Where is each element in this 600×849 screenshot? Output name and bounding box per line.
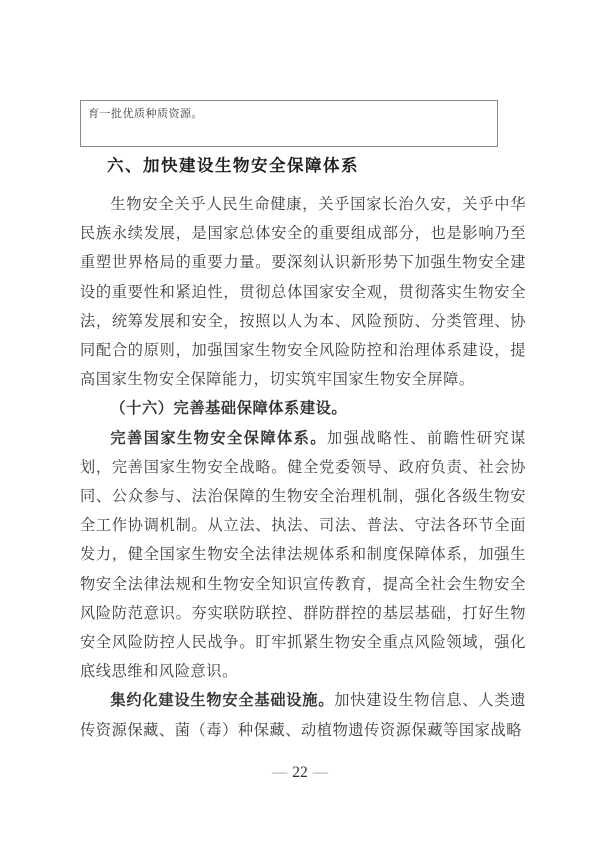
paragraph-subhead: [80, 394, 526, 423]
paragraph-text: 加快建设生物信息、人类遗传资源保藏、菌（毒）种保藏、动植物遗传资源保藏等国家战略: [80, 692, 527, 739]
paragraph-lead: 完善国家生物安全保障体系。: [110, 429, 327, 447]
paragraph-text: 加强战略性、前瞻性研究谋划，完善国家生物安全战略。健全党委领导、政府负责、社会协同、公众参与、法治保障的生物安全治理机制，强化各级生物安全工作协调机制。从立法、执法、司法、普法、守法各环节全面发力，健全国家生物安全法律法规体系和制度保障体系，加强生物安全法律法规和生物安全知识宣传教育，提高全社会生物安全风险防范意识。夯实联防联控、群防群控的基层基础，打好生物安全风险防控人民战争。盯牢抓紧生物安全重点风险领域，强化底线思维和风险意识。: [80, 429, 526, 681]
footer-dash-right: —: [312, 764, 329, 781]
footer-dash-left: —: [271, 764, 288, 781]
section-heading: 六、加快建设生物安全保障体系: [107, 157, 359, 175]
paragraph-lead: 集约化建设生物安全基础设施。: [110, 692, 335, 710]
paragraph-lead: （十六）完善基础保障体系建设。: [110, 400, 348, 418]
paragraph: [80, 190, 526, 394]
paragraph: [80, 686, 526, 744]
paragraph: [80, 424, 526, 687]
page-footer: [0, 762, 600, 784]
callout-text: 育一批优质种质资源。: [88, 108, 203, 120]
body-text-block: [80, 190, 526, 745]
paragraph-text: 生物安全关乎人民生命健康，关乎国家长治久安，关乎中华民族永续发展，是国家总体安全的重要组成部分，也是影响乃至重塑世界格局的重要力量。要深刻认识新形势下加强生物安全建设的重要性和紧迫性，贯彻总体国家安全观，贯彻落实生物安全法，统筹发展和安全，按照以人为本、风险预防、分类管理、协同配合的原则，加强国家生物安全风险防控和治理体系建设，提高国家生物安全保障能力，切实筑牢国家生物安全屏障。: [80, 196, 526, 389]
page-number: 22: [292, 764, 308, 781]
callout-box: [80, 100, 498, 147]
